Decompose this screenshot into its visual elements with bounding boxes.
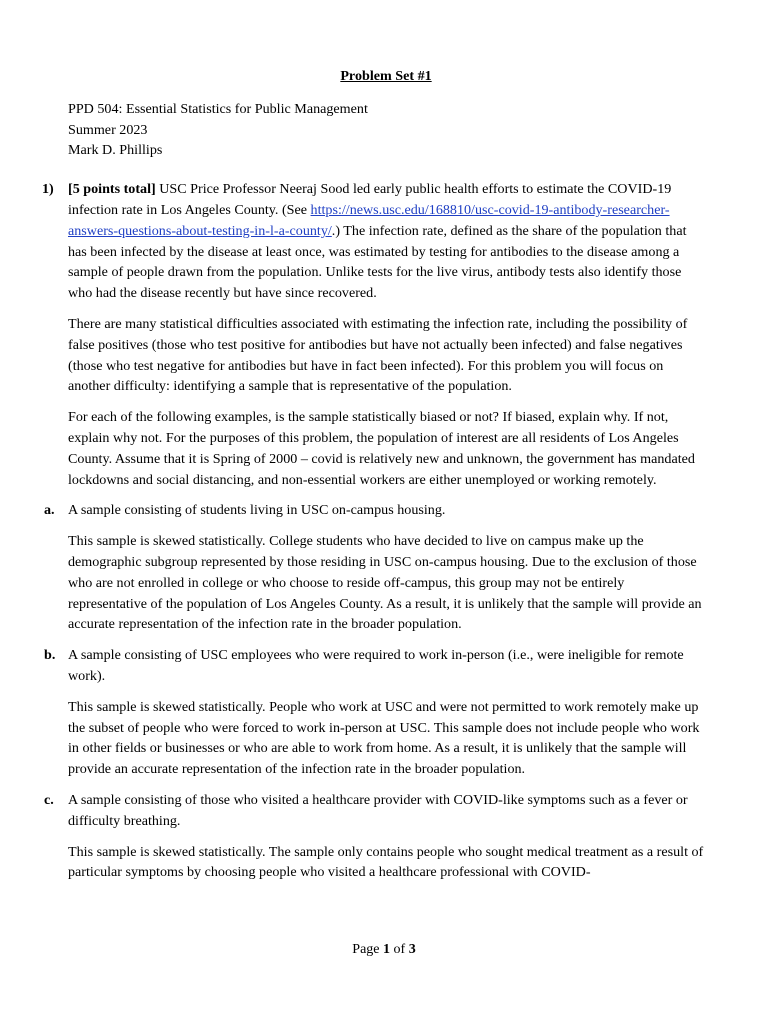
intro-text-after-link: .) The infection rate, defined as the share of the population that has been infected by the disease at least once, was estimated by testing for antibodies to the disease among a sample of people drawn from the population. Unlike tests for the live virus, antibody tests also identify those who had the disease recently but have since recovered. [68,222,687,302]
instructor-name: Mark D. Phillips [68,142,163,159]
page-footer [0,940,768,961]
part-prompt: A sample consisting of those who visited a healthcare provider with COVID-like symptoms such as a fever or difficulty breathing. [68,791,688,829]
course-info [68,99,704,161]
question-number: 1) [42,181,54,198]
part-answer: This sample is skewed statistically. College students who have decided to live on campus make up the demographic subgroup represented by those residing in USC on-campus housing. Due to the exclusion of those who are not enrolled in college or who choose to reside off-campus, this group may not be entirely representative of the population of Los Angeles County. As a result, it is unlikely that the sample will provide an accurate representation of the infection rate in the broader population. [68,533,702,633]
question-intro [68,179,704,304]
usc-news-link[interactable]: https://news.usc.edu/168810/usc-covid-19-antibody-researcher-answers-questions-about-testing-in-l-a-county/ [68,201,670,239]
page-number: 1 [383,942,391,957]
question-1 [42,179,704,883]
part-b [44,645,704,780]
part-a [44,500,704,635]
points-label: [5 points total] [68,181,156,198]
part-prompt: A sample consisting of students living in USC on-campus housing. [68,502,446,519]
of-word: of [390,942,409,957]
document-title: Problem Set #1 [340,68,432,84]
part-answer: This sample is skewed statistically. People who work at USC and were not permitted to work remotely make up the subset of people who were forced to work in-person at USC. This sample does not include people who work in other fields or businesses or who are able to work from home. As a result, it is unlikely that the sample will provide an accurate representation of the infection rate in the broader population. [68,698,700,778]
page-total: 3 [408,942,416,957]
part-label: c. [44,791,54,808]
part-prompt: A sample consisting of USC employees who were required to work in-person (i.e., were ineligible for remote work). [68,647,684,684]
part-label: b. [44,647,56,664]
part-answer: This sample is skewed statistically. The sample only contains people who sought medical treatment as a result of particular symptoms by choosing people who visited a healthcare professional with COVID- [68,843,704,881]
course-name: PPD 504: Essential Statistics for Public Management [68,100,368,117]
course-term: Summer 2023 [68,121,148,138]
intro-text-before-link: USC Price Professor Neeraj Sood led early public health efforts to estimate the COVID-19 infection rate in Los Angeles County. (See [68,181,672,218]
document-page [42,66,704,893]
part-label: a. [44,502,55,519]
question-paragraph-3: For each of the following examples, is the sample statistically biased or not? If biased, explain why. If not, explain why not. For the purposes of this problem, the population of interest are all residents of Los Angeles County. Assume that it is Spring of 2000 – covid is relatively new and unknown, the government has mandated lockdowns and social distancing, and non-essential workers are either unemployed or working remotely. [68,409,695,488]
part-c [44,790,704,883]
question-paragraph-2: There are many statistical difficulties associated with estimating the infection rate, including the possibility of false positives (those who test positive for antibodies but have not actually been infected) and false negatives (those who test negative for antibodies but have in fact been infected). For this problem you will focus on another difficulty: identifying a sample that is representative of the population. [68,315,688,395]
page-word: Page [352,942,384,957]
